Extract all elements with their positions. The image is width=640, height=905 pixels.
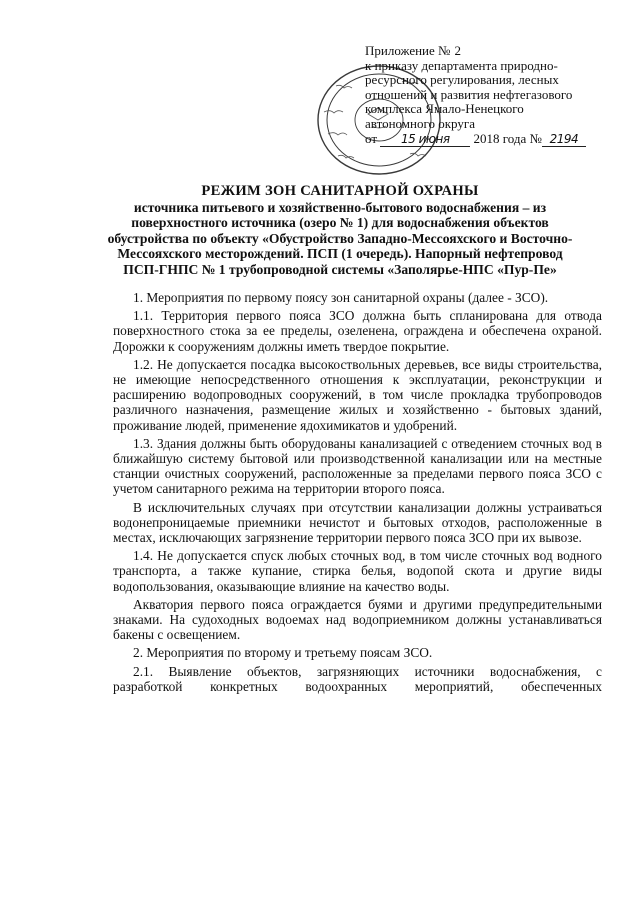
- title-line: ПСП-ГНПС № 1 трубопроводной системы «Заполярье-НПС «Пур-Пе»: [123, 261, 557, 277]
- appendix-line: отношений и развития нефтегазового: [365, 86, 573, 102]
- paragraph: В исключительных случаях при отсутствии канализации должны устраиваться водонепроницаемые приемники нечистот и бытовых отходов, расположенные в местах, исключающих загрязнение территории первого пояса ЗСО при их вывозе.: [113, 499, 602, 546]
- title-line: Мессояхского месторождений. ПСП (1 очередь). Напорный нефтепровод: [117, 246, 563, 261]
- section-heading: 2. Мероприятия по второму и третьему поясам ЗСО.: [133, 645, 433, 661]
- title-line: источника питьевого и хозяйственно-бытового водоснабжения – из: [133, 199, 547, 215]
- paragraph: 2.1. Выявление объектов, загрязняющих источники водоснабжения, с разработкой конкретных водоохранных мероприятий, обеспеченных: [113, 663, 602, 694]
- document-body: [113, 290, 602, 694]
- title-line: обустройства по объекту «Обустройство Западно-Мессояхского и Восточно-: [107, 230, 573, 246]
- appendix-line: комплекса Ямало-Ненецкого: [365, 101, 524, 117]
- title-main: РЕЖИМ ЗОН САНИТАРНОЙ ОХРАНЫ: [201, 183, 479, 199]
- section-heading: 1. Мероприятия по первому поясу зон санитарной охраны (далее - ЗСО).: [133, 290, 549, 305]
- appendix-line: к приказу департамента природно-: [365, 57, 558, 73]
- handwritten-date: 15 июня: [380, 132, 470, 148]
- handwritten-order-number: 2194: [542, 132, 586, 148]
- title-line: поверхностного источника (озеро № 1) для водоснабжения объектов: [131, 215, 549, 230]
- appendix-title-line: [365, 44, 615, 59]
- paragraph: Акватория первого пояса ограждается буями и другими предупредительными знаками. На судоходных водоемах над водоприемником должны устанавливаться бакены с освещением.: [113, 596, 602, 643]
- appendix-header: [365, 44, 615, 147]
- paragraph: 1.4. Не допускается спуск любых сточных вод, в том числе сточных вод водного транспорта, а также купание, стирка белья, водопой скота и другие виды водопользования, оказывающие влияние на качество воды.: [113, 548, 602, 594]
- document-title: [90, 184, 590, 277]
- paragraph: 1.2. Не допускается посадка высокоствольных деревьев, все виды строительства, не имеющие непосредственного отношения к эксплуатации, реконструкции и расширению водопроводных сооружений, в том числе прокладка трубопроводов различного назначения, размещение жилых и хозяйственно - бытовых зданий, проживание людей, применение ядохимикатов и удобрений.: [113, 356, 602, 433]
- appendix-line: автономного округа: [365, 115, 475, 131]
- paragraph: 1.1. Территория первого пояса ЗСО должна быть спланирована для отвода поверхностного стока за ее пределы, озеленена, ограждена и обеспечена охраной. Дорожки к сооружениям должны иметь твердое покрытие.: [113, 308, 602, 354]
- date-suffix: 2018 года №: [473, 130, 542, 146]
- appendix-line: ресурсного регулирования, лесных: [365, 72, 559, 88]
- appendix-number: 2: [454, 43, 461, 58]
- paragraph: 1.3. Здания должны быть оборудованы канализацией с отведением сточных вод в ближайшую систему бытовой или производственной канализации или на местные станции очистных сооружений, расположенные за пределами первого пояса ЗСО с учетом санитарного режима на территории второго пояса.: [113, 435, 602, 497]
- appendix-title: Приложение №: [365, 43, 451, 58]
- appendix-date-line: [365, 132, 615, 148]
- date-prefix: от: [365, 130, 378, 146]
